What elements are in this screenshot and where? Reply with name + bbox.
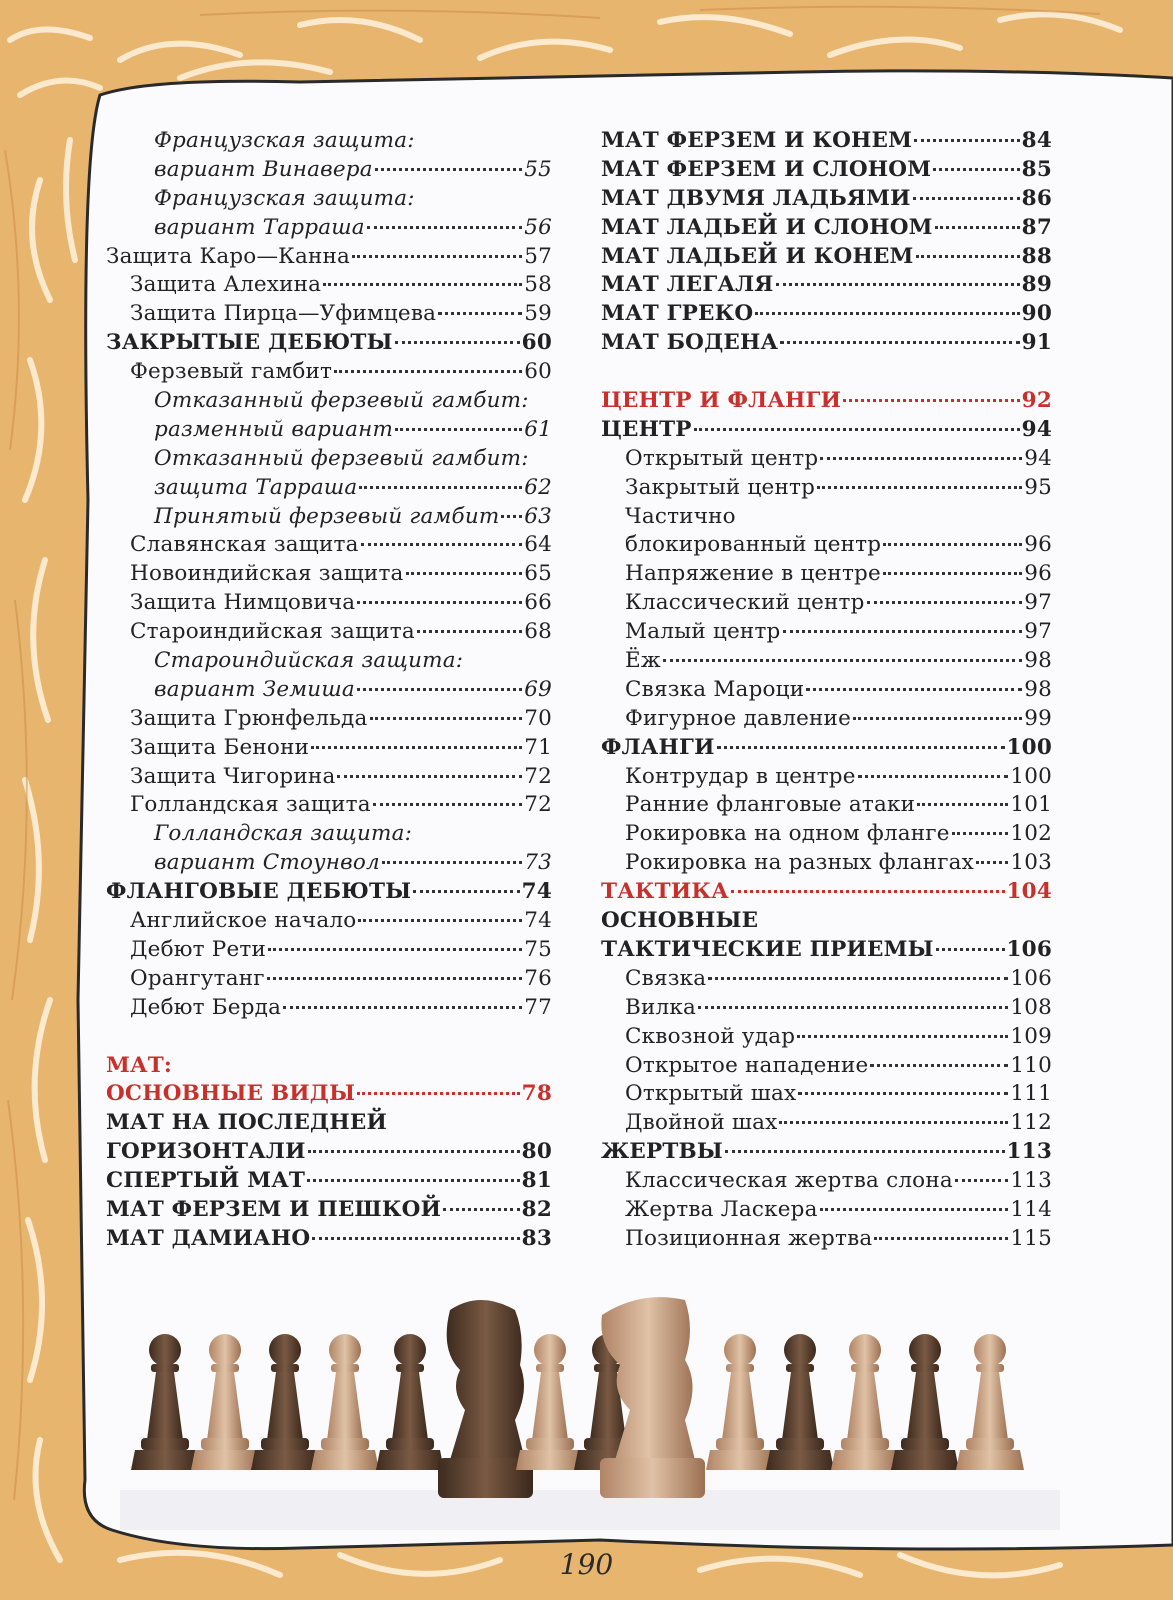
toc-entry-page: 68 [524,619,552,645]
toc-entry-title: ТАКТИЧЕСКИЕ ПРИЕМЫ [601,936,934,962]
dot-leader [783,630,1023,633]
toc-entry-title: Связка [625,965,707,991]
toc-entry-title: ОСНОВНЫЕ [601,908,759,934]
toc-entry-title: Защита Нимцовича [130,590,356,616]
toc-entry-title: Орангутанг [130,965,265,991]
dot-leader [843,399,1020,402]
toc-entry [106,937,552,966]
dot-leader [375,168,522,171]
toc-entry [601,532,1052,561]
toc-entry [106,186,552,215]
toc-entry-page: 103 [1010,850,1052,876]
toc-entry-title: Отказанный ферзевый гамбит: [154,445,529,471]
toc-entry-title: Двойной шах [625,1110,778,1136]
toc-entry-title: Ёж [625,648,661,674]
toc-entry [106,1226,552,1255]
toc-entry [601,1139,1052,1168]
toc-entry-page: 72 [524,792,552,818]
toc-entry-page: 106 [1010,965,1052,991]
toc-entry-title: ЦЕНТР [601,416,692,442]
toc-entry-page: 90 [1021,301,1052,327]
dot-leader [874,1237,1008,1240]
toc-entry-title: МАТ БОДЕНА [601,330,779,356]
toc-entry-page: 61 [524,416,552,442]
dot-leader [797,1035,1008,1038]
toc-entry [601,764,1052,793]
toc-entry [106,821,552,850]
toc-entry-title: МАТ ЛАДЬЕЙ И СЛОНОМ [601,214,933,240]
toc-entry-title: ЦЕНТР И ФЛАНГИ [601,388,842,414]
toc-entry-title: Новоиндийская защита [130,561,404,587]
toc-entry [601,446,1052,475]
toc-entry [601,157,1052,186]
toc-entry [601,475,1052,504]
toc-entry-page: 112 [1010,1110,1052,1136]
dot-leader [413,890,519,893]
toc-entry [106,215,552,244]
toc-entry [601,330,1052,359]
dot-leader [725,1150,1005,1153]
dot-leader [817,486,1022,489]
toc-entry-page: 95 [1024,474,1052,500]
dot-leader [267,977,522,980]
toc-entry-page: 98 [1024,648,1052,674]
toc-entry-title: МАТ ЛАДЬЕЙ И КОНЕМ [601,243,914,269]
toc-entry-page: 96 [1024,532,1052,558]
toc-entry-page: 60 [524,359,552,385]
toc-entry-page: 59 [524,301,552,327]
toc-entry-page: 88 [1021,243,1052,269]
toc-entry [601,504,1052,533]
dot-leader [867,601,1023,604]
dot-leader [357,688,522,691]
toc-entry-title: Классическая жертва слона [625,1168,953,1194]
toc-entry-title: Голландская защита [130,792,371,818]
toc-entry-page: 97 [1024,619,1052,645]
dot-leader [955,1179,1008,1182]
toc-entry-title: Малый центр [625,619,781,645]
toc-entry-page: 104 [1006,879,1052,905]
toc-entry-title: вариант Земиша [154,676,355,702]
toc-entry-page: 74 [521,879,552,905]
toc-entry-title: Рокировка на разных флангах [625,850,975,876]
toc-entry [106,128,552,157]
dot-leader [698,1006,1008,1009]
dot-leader [358,919,522,922]
toc-entry [106,504,552,533]
dot-leader [395,341,520,344]
toc-entry-page: 83 [521,1225,552,1251]
dot-leader [395,428,522,431]
toc-entry [106,446,552,475]
toc-entry-page: 81 [521,1168,552,1194]
toc-entry-page: 85 [1021,156,1052,182]
toc-entry [601,850,1052,879]
toc-entry [601,908,1052,937]
toc-entry [106,157,552,186]
toc-entry-title: Открытое нападение [625,1052,869,1078]
dot-leader [443,1208,520,1211]
toc-entry-page: 99 [1024,705,1052,731]
toc-entry-page: 109 [1010,1023,1052,1049]
toc-entry-title: Староиндийская защита [130,619,415,645]
toc-entry [106,1139,552,1168]
dot-leader [359,486,522,489]
toc-entry-page: 98 [1024,676,1052,702]
toc-entry [601,128,1052,157]
toc-right-column [601,128,1052,1255]
dot-leader [417,630,522,633]
toc-entry [106,1081,552,1110]
dot-leader [755,312,1019,315]
toc-entry [601,995,1052,1024]
toc-entry-title: ОСНОВНЫЕ ВИДЫ [106,1081,356,1107]
dot-leader [663,659,1022,662]
toc-entry-title: Французская защита: [154,128,415,153]
toc-entry [106,1197,552,1226]
toc-entry-title: Позиционная жертва [625,1225,873,1251]
toc-entry-page: 113 [1006,1139,1052,1165]
toc-entry-title: Фигурное давление [625,705,852,731]
toc-entry-title: Дебют Берда [130,994,282,1020]
toc-entry-page: 115 [1010,1225,1052,1251]
toc-entry-page: 96 [1024,561,1052,587]
dot-leader [438,312,522,315]
toc-entry [106,648,552,677]
toc-entry-title: Защита Каро—Канна [106,243,351,269]
toc-entry-page: 108 [1010,994,1052,1020]
toc-entry-title: Закрытый центр [625,474,816,500]
dot-leader [853,717,1022,720]
toc-entry-page: 102 [1010,821,1052,847]
toc-entry-title: Связка Мароци [625,676,805,702]
toc-entry [106,995,552,1024]
toc-entry-title: СПЕРТЫЙ МАТ [106,1168,306,1194]
toc-entry-page: 75 [524,936,552,962]
toc-entry [601,966,1052,995]
toc-entry [106,330,552,359]
toc-entry-page: 60 [521,330,552,356]
toc-entry [106,272,552,301]
dot-leader [323,283,522,286]
dot-leader [268,948,522,951]
toc-entry-title: Контрудар в центре [625,763,856,789]
toc-entry [601,648,1052,677]
toc-entry [601,590,1052,619]
toc-entry-title: Ранние фланговые атаки [625,792,916,818]
toc-entry [106,792,552,821]
toc-entry [601,244,1052,273]
toc-entry [601,735,1052,764]
toc-left-column [106,128,552,1255]
toc-entry [601,879,1052,908]
toc-entry-title: МАТ ФЕРЗЕМ И КОНЕМ [601,128,913,153]
dot-leader [337,775,522,778]
dot-leader [935,226,1020,229]
dot-leader [916,255,1020,258]
toc-entry [601,619,1052,648]
toc-entry-page: 64 [524,532,552,558]
toc-entry-page: 71 [524,734,552,760]
dot-leader [913,197,1020,200]
toc-entry-title: разменный вариант [154,416,394,442]
dot-leader [914,139,1020,142]
toc-entry [106,1053,552,1082]
toc-entry-title: Староиндийская защита: [154,648,464,674]
toc-entry-title: вариант Тарраша [154,214,365,240]
toc-entry [106,532,552,561]
toc-entry-page: 82 [521,1196,552,1222]
toc-entry-page: 69 [524,676,552,702]
toc-entry-title: Отказанный ферзевый гамбит: [154,388,529,414]
dot-leader [780,341,1019,344]
dot-leader [820,1208,1009,1211]
toc-entry [106,561,552,590]
toc-entry [601,792,1052,821]
toc-entry-page: 63 [524,503,552,529]
toc-entry [601,1226,1052,1255]
toc-entry [601,706,1052,735]
toc-entry-title: Принятый ферзевый гамбит [154,503,500,529]
toc-entry [106,764,552,793]
toc-entry-page: 76 [524,965,552,991]
toc-entry [106,301,552,330]
toc-entry [106,619,552,648]
toc-entry-page: 58 [524,272,552,298]
toc-entry-page: 86 [1021,185,1052,211]
toc-entry-title: ТАКТИКА [601,879,729,905]
toc-entry-page: 72 [524,763,552,789]
toc-entry-title: ЗАКРЫТЫЕ ДЕБЮТЫ [106,330,393,356]
toc-entry [106,879,552,908]
toc-entry-page: 113 [1010,1168,1052,1194]
dot-leader [933,168,1019,171]
toc-entry [601,1081,1052,1110]
toc-entry-page: 100 [1010,763,1052,789]
toc-entry [106,706,552,735]
dot-leader [731,890,1005,893]
dot-leader [952,832,1009,835]
toc-entry-page: 55 [524,156,552,182]
toc-entry-title: МАТ ЛЕГАЛЯ [601,272,774,298]
toc-entry [601,1197,1052,1226]
toc-entry-page: 56 [524,214,552,240]
toc-entry-page: 57 [524,243,552,269]
toc-entry [601,1110,1052,1139]
dot-leader [870,1064,1008,1067]
toc-entry [106,966,552,995]
dot-leader [883,543,1022,546]
toc-entry [601,186,1052,215]
toc-entry [601,937,1052,966]
toc-entry [601,417,1052,446]
toc-entry [601,821,1052,850]
dot-leader [352,255,522,258]
toc-entry [601,677,1052,706]
toc-entry [106,475,552,504]
toc-entry-title: Защита Чигорина [130,763,336,789]
toc-entry-title: Английское начало [130,908,357,934]
toc-entry-title: Частично [625,503,736,529]
dot-leader [708,977,1008,980]
toc-entry-title: Классический центр [625,590,865,616]
toc-entry-title: Открытый шах [625,1081,797,1107]
dot-leader [694,428,1020,431]
dot-leader [311,746,522,749]
dot-leader [717,746,1005,749]
toc-entry-page: 89 [1021,272,1052,298]
dot-leader [917,803,1008,806]
toc-entry [601,561,1052,590]
toc-entry-title: Защита Пирца—Уфимцева [130,301,437,327]
dot-leader [308,1150,520,1153]
dot-leader [406,572,523,575]
toc-entry-title: Французская защита: [154,185,415,211]
dot-leader [976,861,1008,864]
dot-leader [370,717,523,720]
toc-entry-title: ФЛАНГИ [601,734,715,760]
toc-entry-page: 78 [521,1081,552,1107]
dot-leader [382,861,522,864]
toc-entry-page: 77 [524,994,552,1020]
toc-entry-title: МАТ ДВУМЯ ЛАДЬЯМИ [601,185,911,211]
toc-entry-title: МАТ ГРЕКО [601,301,754,327]
toc-entry [106,1110,552,1139]
dot-leader [776,283,1020,286]
toc-entry-title: ФЛАНГОВЫЕ ДЕБЮТЫ [106,879,412,905]
toc-entry [106,735,552,764]
toc-entry-page: 110 [1010,1052,1052,1078]
chess-pieces-row-icon [120,1280,1060,1530]
dot-leader [779,1121,1008,1124]
toc-entry-page: 62 [524,474,552,500]
toc-entry [601,272,1052,301]
toc-entry-title: Напряжение в центре [625,561,881,587]
toc-entry-title: МАТ НА ПОСЛЕДНЕЙ [106,1110,387,1136]
toc-entry-title: Дебют Рети [130,936,267,962]
toc-entry-title: Защита Алехина [130,272,322,298]
dot-leader [820,457,1022,460]
toc-entry-title: МАТ: [106,1052,173,1078]
toc-entry-page: 66 [524,590,552,616]
toc-entry [106,850,552,879]
toc-entry-page: 80 [521,1139,552,1165]
dot-leader [283,1006,522,1009]
toc-entry [601,1053,1052,1082]
dot-leader [357,1092,520,1095]
toc-entry [106,244,552,273]
toc-entry-page: 111 [1010,1081,1052,1107]
toc-entry-title: защита Тарраша [154,474,358,500]
dot-leader [858,775,1009,778]
toc-entry [601,1168,1052,1197]
toc-entry-title: Жертва Ласкера [625,1196,818,1222]
dot-leader [367,226,522,229]
toc-entry-page: 74 [524,908,552,934]
toc-entry-title: ЖЕРТВЫ [601,1139,723,1165]
toc-entry-page: 94 [1021,416,1052,442]
toc-entry-page: 91 [1021,330,1052,356]
dot-leader [501,515,522,518]
toc-entry-title: МАТ ДАМИАНО [106,1225,311,1251]
toc-entry-title: Ферзевый гамбит [130,359,333,385]
toc-entry-page: 84 [1021,128,1052,153]
toc-entry-page: 114 [1010,1196,1052,1222]
dot-leader [357,601,522,604]
toc-entry [106,590,552,619]
toc-entry [601,301,1052,330]
toc-entry [106,677,552,706]
toc-entry [601,215,1052,244]
toc-entry [106,1168,552,1197]
toc-entry-page: 94 [1024,445,1052,471]
dot-leader [334,370,522,373]
toc-entry-page: 73 [524,850,552,876]
dot-leader [373,803,522,806]
toc-entry-title: вариант Стоунвол [154,850,380,876]
toc-entry-title: Открытый центр [625,445,819,471]
toc-entry [106,417,552,446]
toc-entry [106,908,552,937]
toc-entry-page: 101 [1010,792,1052,818]
toc-entry-page: 70 [524,705,552,731]
toc-entry [106,388,552,417]
dot-leader [312,1237,519,1240]
toc-entry-title: Вилка [625,994,697,1020]
toc-entry-title: Защита Грюнфельда [130,705,368,731]
toc-entry-title: Сквозной удар [625,1023,796,1049]
toc-entry-page: 65 [524,561,552,587]
toc-entry-title: Защита Бенони [130,734,310,760]
toc-entry-title: вариант Винавера [154,156,373,182]
toc-entry-title: ГОРИЗОНТАЛИ [106,1139,306,1165]
dot-leader [798,1092,1008,1095]
toc-entry-title: МАТ ФЕРЗЕМ И ПЕШКОЙ [106,1196,442,1222]
toc-entry-page: 92 [1021,388,1052,414]
dot-leader [307,1179,520,1182]
toc-entry-page: 97 [1024,590,1052,616]
toc-entry-title: блокированный центр [625,532,882,558]
toc-entry-page: 106 [1006,936,1052,962]
toc-entry [601,388,1052,417]
toc-entry [601,1024,1052,1053]
toc-entry-title: Голландская защита: [154,821,413,847]
dot-leader [883,572,1022,575]
page-number: 190 [559,1548,614,1581]
dot-leader [361,543,523,546]
toc-entry [106,359,552,388]
toc-entry-title: Рокировка на одном фланге [625,821,950,847]
dot-leader [806,688,1022,691]
toc-entry-title: Славянская защита [130,532,359,558]
toc-entry-page: 87 [1021,214,1052,240]
dot-leader [936,948,1005,951]
toc-entry-title: МАТ ФЕРЗЕМ И СЛОНОМ [601,156,932,182]
toc-entry-page: 100 [1006,734,1052,760]
